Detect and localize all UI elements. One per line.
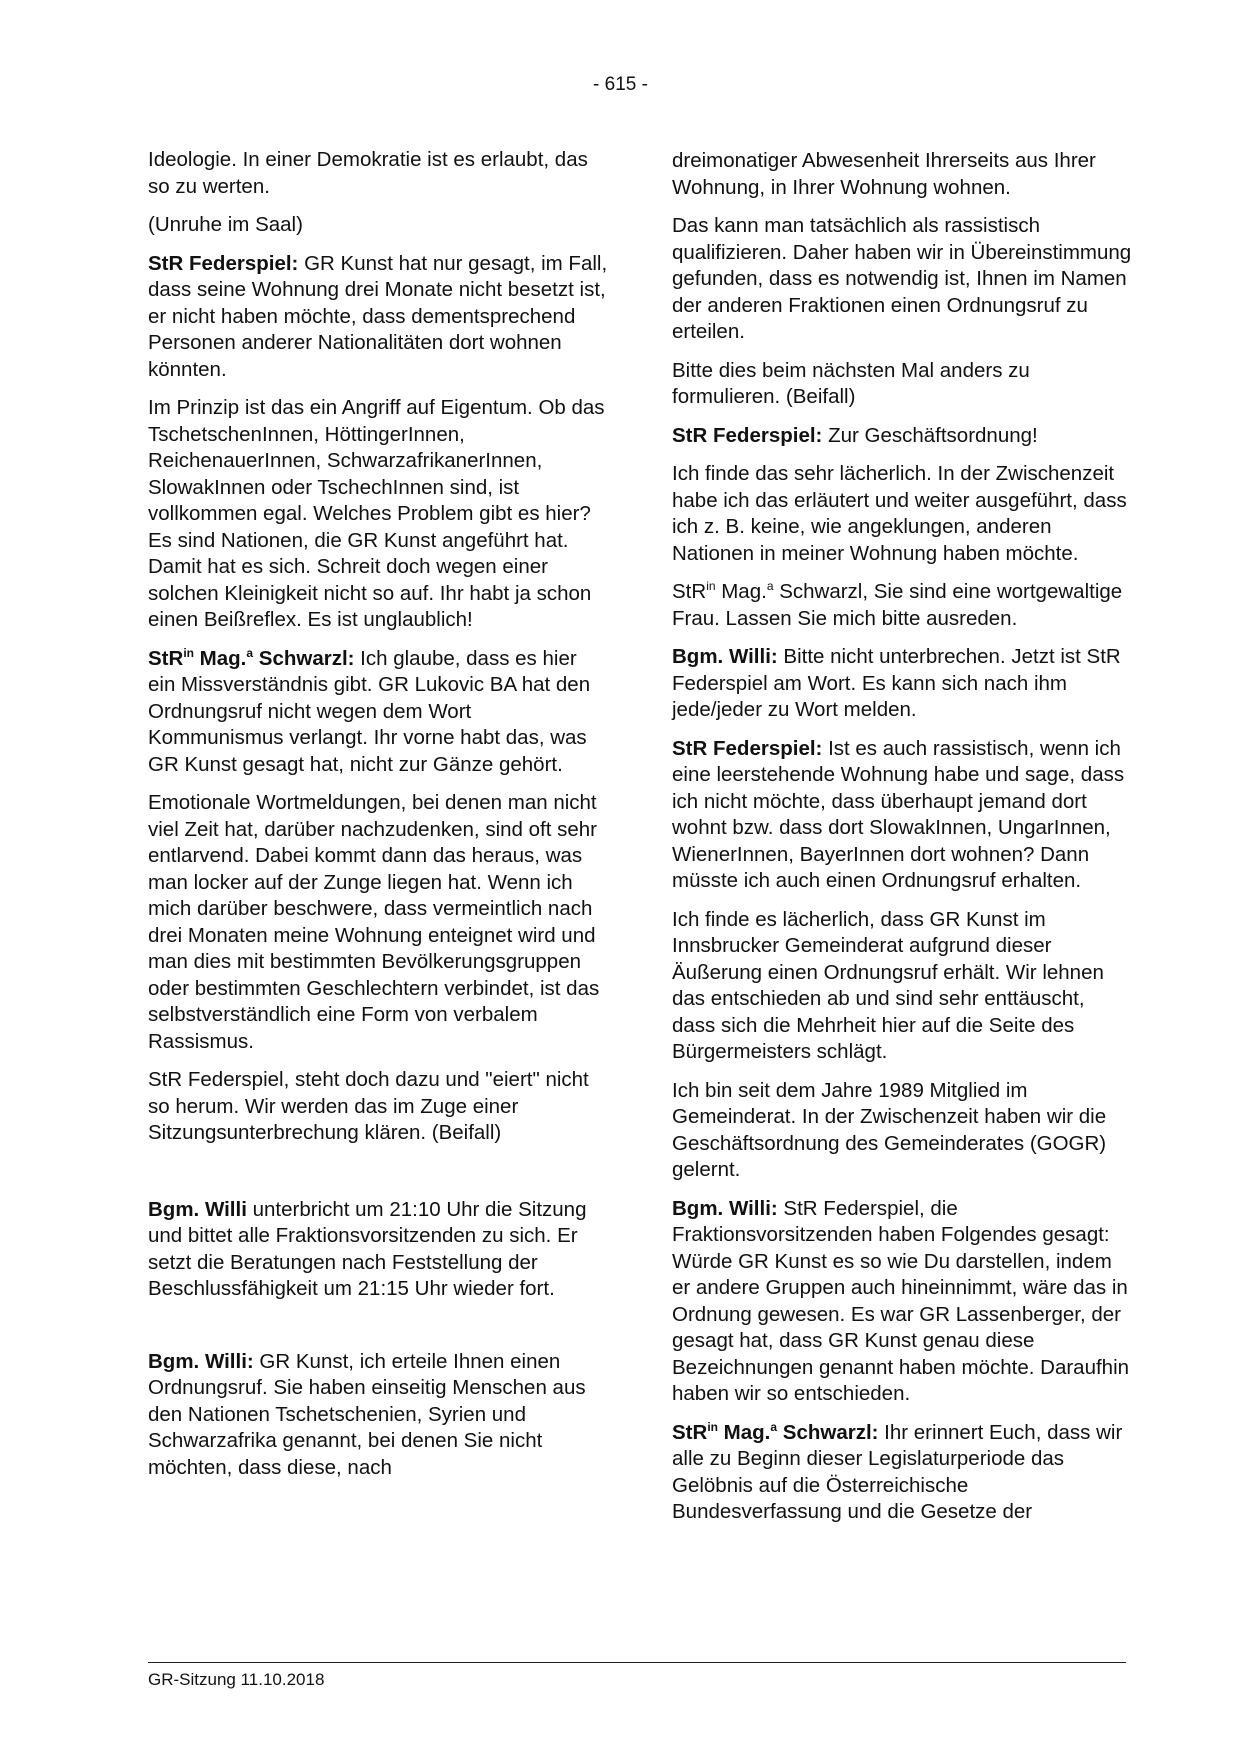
speaker-name: Bgm. Willi xyxy=(148,1197,247,1221)
speech-text: unterbricht um 21:10 Uhr die Sitzung und bittet alle Fraktionsvorsitzenden zu sich. Er setzt die Beratungen nach Feststellung der Beschlussfähigkeit um 21:15 Uhr wieder fort. xyxy=(148,1197,587,1300)
paragraph: Ideologie. In einer Demokratie ist es erlaubt, das so zu werten. xyxy=(148,148,588,198)
speech-text: StR Federspiel, die Fraktionsvorsitzenden haben Folgendes gesagt: Würde GR Kunst es so wie Du darstellen, indem er andere Gruppen auch hineinnimmt, wäre das in Ordnung gewesen. Es war GR Lassenberger, der gesagt hat, dass GR Kunst genau diese Bezeichnungen genannt haben möchte. Daraufhin haben wir so entschieden. xyxy=(672,1196,1130,1405)
paragraph: dreimonatiger Abwesenheit Ihrerseits aus Ihrer Wohnung, in Ihrer Wohnung wohnen. xyxy=(672,149,1096,199)
paragraph: StR$^{in}$ Mag.$^a$ Schwarzl, Sie sind eine wortgewaltige Frau. Lassen Sie mich bitte ausreden. xyxy=(672,579,1123,630)
footer-divider xyxy=(148,1662,1126,1663)
speaker-name: StR Federspiel: xyxy=(672,736,823,760)
speech-text: Bitte nicht unterbrechen. Jetzt ist StR Federspiel am Wort. Es kann sich nach ihm jede/jeder zu Wort melden. xyxy=(672,645,1121,721)
speech-schwarzl xyxy=(148,646,608,779)
speaker-name: StR$^{in}$ Mag.$^a$ Schwarzl: xyxy=(148,645,355,670)
speaker-name: StR Federspiel: xyxy=(148,251,299,275)
session-note xyxy=(148,1197,608,1303)
speech-schwarzl xyxy=(672,1420,1132,1526)
speaker-name: StR$^{in}$ Mag.$^a$ Schwarzl: xyxy=(672,1419,879,1444)
footer-text: GR-Sitzung 11.10.2018 xyxy=(148,1670,325,1689)
speech-federspiel xyxy=(148,251,608,384)
speech-federspiel xyxy=(672,736,1132,895)
speech-federspiel xyxy=(672,423,1132,450)
paragraph: Emotionale Wortmeldungen, bei denen man nicht viel Zeit hat, darüber nachzudenken, sind oft sehr entlarvend. Dabei kommt dann das heraus, was man locker auf der Zunge liegen hat. Wenn ich mich darüber beschwere, dass vermeintlich nach drei Monaten meine Wohnung enteignet wird und man dies mit bestimmten Bevölkerungsgruppen oder bestimmten Geschlechtern verbindet, ist das selbstverständlich eine Form von verbalem Rassismus. xyxy=(148,791,600,1053)
speech-text: GR Kunst, ich erteile Ihnen einen Ordnungsruf. Sie haben einseitig Menschen aus den Nationen Tschetschenien, Syrien und Schwarzafrika genannt, bei denen Sie nicht möchten, dass diese, nach xyxy=(148,1349,586,1479)
paragraph: Ich bin seit dem Jahre 1989 Mitglied im Gemeinderat. In der Zwischenzeit haben wir die Geschäftsordnung des Gemeinderates (GOGR) gelernt. xyxy=(672,1078,1107,1181)
speaker-name: Bgm. Willi: xyxy=(148,1349,254,1373)
speech-willi xyxy=(672,644,1132,724)
speech-willi xyxy=(148,1349,608,1482)
right-column xyxy=(672,148,1132,1538)
paragraph: StR Federspiel, steht doch dazu und "eiert" nicht so herum. Wir werden das im Zuge einer Sitzungsunterbrechung klären. (Beifall) xyxy=(148,1068,589,1144)
left-column xyxy=(148,147,608,1493)
stage-direction: (Unruhe im Saal) xyxy=(148,213,303,236)
speaker-name: StR Federspiel: xyxy=(672,423,823,447)
paragraph: Ich finde es lächerlich, dass GR Kunst im Innsbrucker Gemeinderat aufgrund dieser Äußerung einen Ordnungsruf erhält. Wir lehnen das entschieden ab und sind sehr enttäuscht, dass sich die Mehrheit hier auf die Seite des Bürgermeisters schlägt. xyxy=(672,907,1104,1063)
paragraph: Das kann man tatsächlich als rassistisch qualifizieren. Daher haben wir in Übereinstimmung gefunden, dass es notwendig ist, Ihnen im Namen der anderen Fraktionen einen Ordnungsruf zu erteilen. xyxy=(672,214,1132,343)
speech-text: GR Kunst hat nur gesagt, im Fall, dass seine Wohnung drei Monate nicht besetzt ist, er nicht haben möchte, dass dementsprechend Personen anderer Nationalitäten dort wohnen könnten. xyxy=(148,251,608,381)
speech-willi xyxy=(672,1196,1132,1408)
paragraph: Bitte dies beim nächsten Mal anders zu formulieren. (Beifall) xyxy=(672,358,1030,408)
speech-text: Ihr erinnert Euch, dass wir alle zu Beginn dieser Legislaturperiode das Gelöbnis auf die Österreichische Bundesverfassung und die Gesetze der xyxy=(672,1420,1123,1523)
paragraph: Im Prinzip ist das ein Angriff auf Eigentum. Ob das TschetschenInnen, HöttingerInnen, ReichenauerInnen, SchwarzafrikanerInnen, SlowakInnen oder TschechInnen sind, ist vollkommen egal. Welches Problem gibt es hier? Es sind Nationen, die GR Kunst angeführt hat. Damit hat es sich. Schreit doch wegen einer solchen Kleinigkeit nicht so auf. Ihr habt ja schon einen Beißreflex. Es ist unglaublich! xyxy=(148,396,605,631)
paragraph: Ich finde das sehr lächerlich. In der Zwischenzeit habe ich das erläutert und weiter ausgeführt, dass ich z. B. keine, wie angeklungen, anderen Nationen in meiner Wohnung haben möchte. xyxy=(672,462,1127,565)
speech-text: Zur Geschäftsordnung! xyxy=(822,423,1038,447)
page-number: - 615 - xyxy=(593,74,648,95)
speaker-name: Bgm. Willi: xyxy=(672,645,778,668)
speech-text: Ist es auch rassistisch, wenn ich eine leerstehende Wohnung habe und sage, dass ich nicht möchte, dass überhaupt jemand dort wohnt bzw. dass dort SlowakInnen, UngarInnen, WienerInnen, BayerInnen dort wohnen? Dann müsste ich auch einen Ordnungsruf erhalten. xyxy=(672,736,1125,892)
speaker-name: Bgm. Willi: xyxy=(672,1196,778,1220)
speech-text: Ich glaube, dass es hier ein Missverständnis gibt. GR Lukovic BA hat den Ordnungsruf nicht wegen dem Wort Kommunismus verlangt. Ihr vorne habt das, was GR Kunst gesagt hat, nicht zur Gänze gehört. xyxy=(148,646,591,776)
